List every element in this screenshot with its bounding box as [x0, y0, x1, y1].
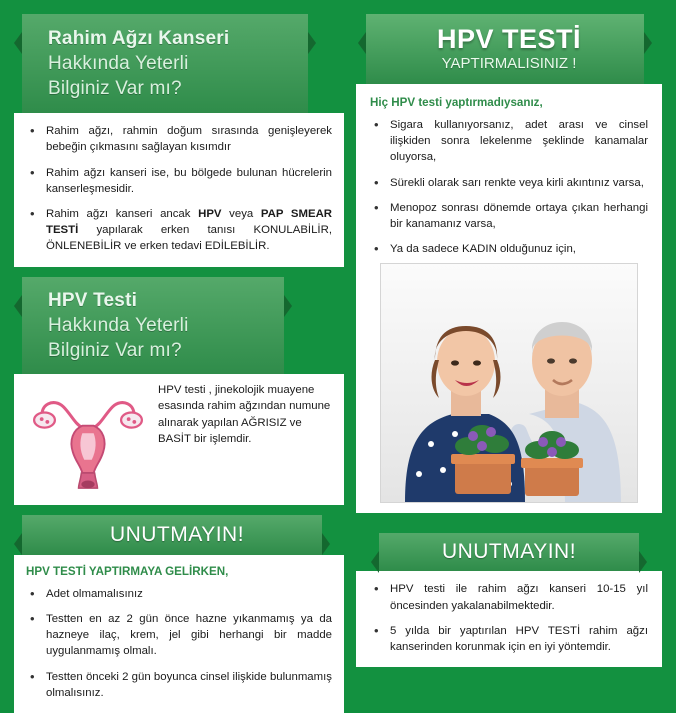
unutmayin-right-title: UNUTMAYIN! — [441, 540, 577, 564]
unutmayin-left-bullet-list — [26, 586, 332, 701]
list-item — [26, 206, 332, 255]
ribbon-notch-right-icon — [308, 32, 316, 54]
ribbon-notch-left-icon — [371, 551, 379, 573]
right-column — [356, 14, 662, 696]
left-column — [14, 14, 344, 699]
ribbon-notch-left-icon — [14, 533, 22, 555]
spacer — [14, 267, 344, 277]
title-line-1: Rahim Ağzı Kanseri — [48, 28, 230, 49]
list-item: • Adet olmamalısınız — [26, 586, 332, 602]
body-text: Rahim ağzı kanseri ancak — [46, 207, 199, 220]
list-item: • 5 yılda bir yaptırılan HPV TESTİ rahim ağzı kanserinden korunmak için en iyi yöntemdir. — [370, 623, 648, 655]
title-line-3: Bilginiz Var mı? — [48, 339, 182, 361]
spacer — [356, 513, 662, 523]
right-lead: Hiç HPV testi yaptırmadıysanız, — [370, 96, 543, 109]
ribbon-notch-right-icon — [644, 32, 652, 54]
uterus-diagram-icon — [26, 382, 150, 495]
card-unutmayin-right-header — [379, 533, 639, 571]
title-line-2: Hakkında Yeterli — [48, 314, 189, 336]
body-text: Rahim ağzı, rahmin doğum sırasında genişleyerek bebeğin çıkmasını sağlayan kısımdır — [46, 125, 332, 154]
ribbon-notch-left-icon — [14, 295, 22, 317]
title-line-2: Hakkında Yeterli — [48, 53, 189, 75]
hpv-test-banner-subtitle: YAPTIRMALISINIZ ! — [441, 55, 577, 72]
body-text: veya — [221, 207, 261, 220]
body-text: yapılarak erken tanısı KONULABİLİR, ÖNLENEBİLİR ve erken tedavi EDİLEBİLİR. — [46, 224, 332, 253]
card-cervical-cancer-title — [48, 26, 296, 101]
unutmayin-right-bullet-list — [370, 581, 648, 655]
ribbon-notch-right-icon — [639, 551, 647, 573]
card-unutmayin-left-header — [22, 515, 322, 555]
ribbon-notch-right-icon — [322, 533, 330, 555]
hpv-test-banner-title: HPV TESTİ — [436, 24, 582, 54]
right-content-body — [356, 84, 662, 513]
list-item — [26, 165, 332, 197]
ribbon-notch-right-icon — [284, 295, 292, 317]
hpv-test-info-text: HPV testi , jinekolojik muayene esasında rahim ağzından numune alınarak yapılan AĞRISIZ ve BASİT bir işlemdir. — [158, 383, 331, 446]
list-item: • Sigara kullanıyorsanız, adet arası ve cinsel ilişkiden sonra lekelenme şeklinde kanamalar oluyorsa, — [370, 117, 648, 166]
card-hpv-test-info-title — [48, 288, 272, 363]
ribbon-notch-left-icon — [358, 32, 366, 54]
card-hpv-test-info — [14, 277, 344, 505]
body-text: Rahim ağzı kanseri ise, bu bölgede bulunan hücrelerin kanserleşmesidir. — [46, 166, 332, 195]
list-item: • Menopoz sonrası dönemde ortaya çıkan herhangi bir kanamanız varsa, — [370, 200, 648, 232]
list-item: • HPV testi ile rahim ağzı kanseri 10-15 yıl öncesinden yakalanabilmektedir. — [370, 581, 648, 613]
right-bullet-list — [370, 117, 648, 257]
list-item: • Sürekli olarak sarı renkte veya kirli akıntınız varsa, — [370, 175, 648, 191]
emphasis-text: PAP SMEAR TESTİ — [46, 207, 333, 237]
card-unutmayin-left — [14, 515, 344, 713]
couple-photo — [380, 263, 638, 503]
hpv-test-banner — [366, 14, 644, 84]
spacer — [14, 505, 344, 515]
list-item — [26, 123, 332, 155]
title-line-3: Bilginiz Var mı? — [48, 78, 182, 100]
card-hpv-test-info-header — [22, 277, 284, 374]
card-cervical-cancer-body — [14, 113, 344, 266]
card-hpv-test-info-body — [14, 374, 344, 505]
card-cervical-cancer — [14, 14, 344, 267]
card-cervical-cancer-header — [22, 14, 308, 113]
emphasis-text: HPV — [198, 207, 222, 220]
title-line-1: HPV Testi — [48, 289, 138, 311]
list-item: • Ya da sadece KADIN olduğunuz için, — [370, 241, 648, 257]
list-item: • Testten önceki 2 gün boyunca cinsel ilişkide bulunmamış olmalısınız. — [26, 669, 332, 701]
card-unutmayin-right-body — [356, 571, 662, 667]
ribbon-notch-left-icon — [14, 32, 22, 54]
card-unutmayin-left-body — [14, 555, 344, 713]
unutmayin-left-title: UNUTMAYIN! — [109, 522, 245, 546]
cervical-cancer-bullet-list — [26, 123, 332, 254]
unutmayin-left-lead: HPV TESTİ YAPTIRMAYA GELİRKEN, — [26, 564, 229, 578]
list-item: • Testten en az 2 gün önce hazne yıkanmamış ya da hazneye ilaç, krem, jel gibi herhangi bir madde uygulanmamış olmalı. — [26, 611, 332, 660]
